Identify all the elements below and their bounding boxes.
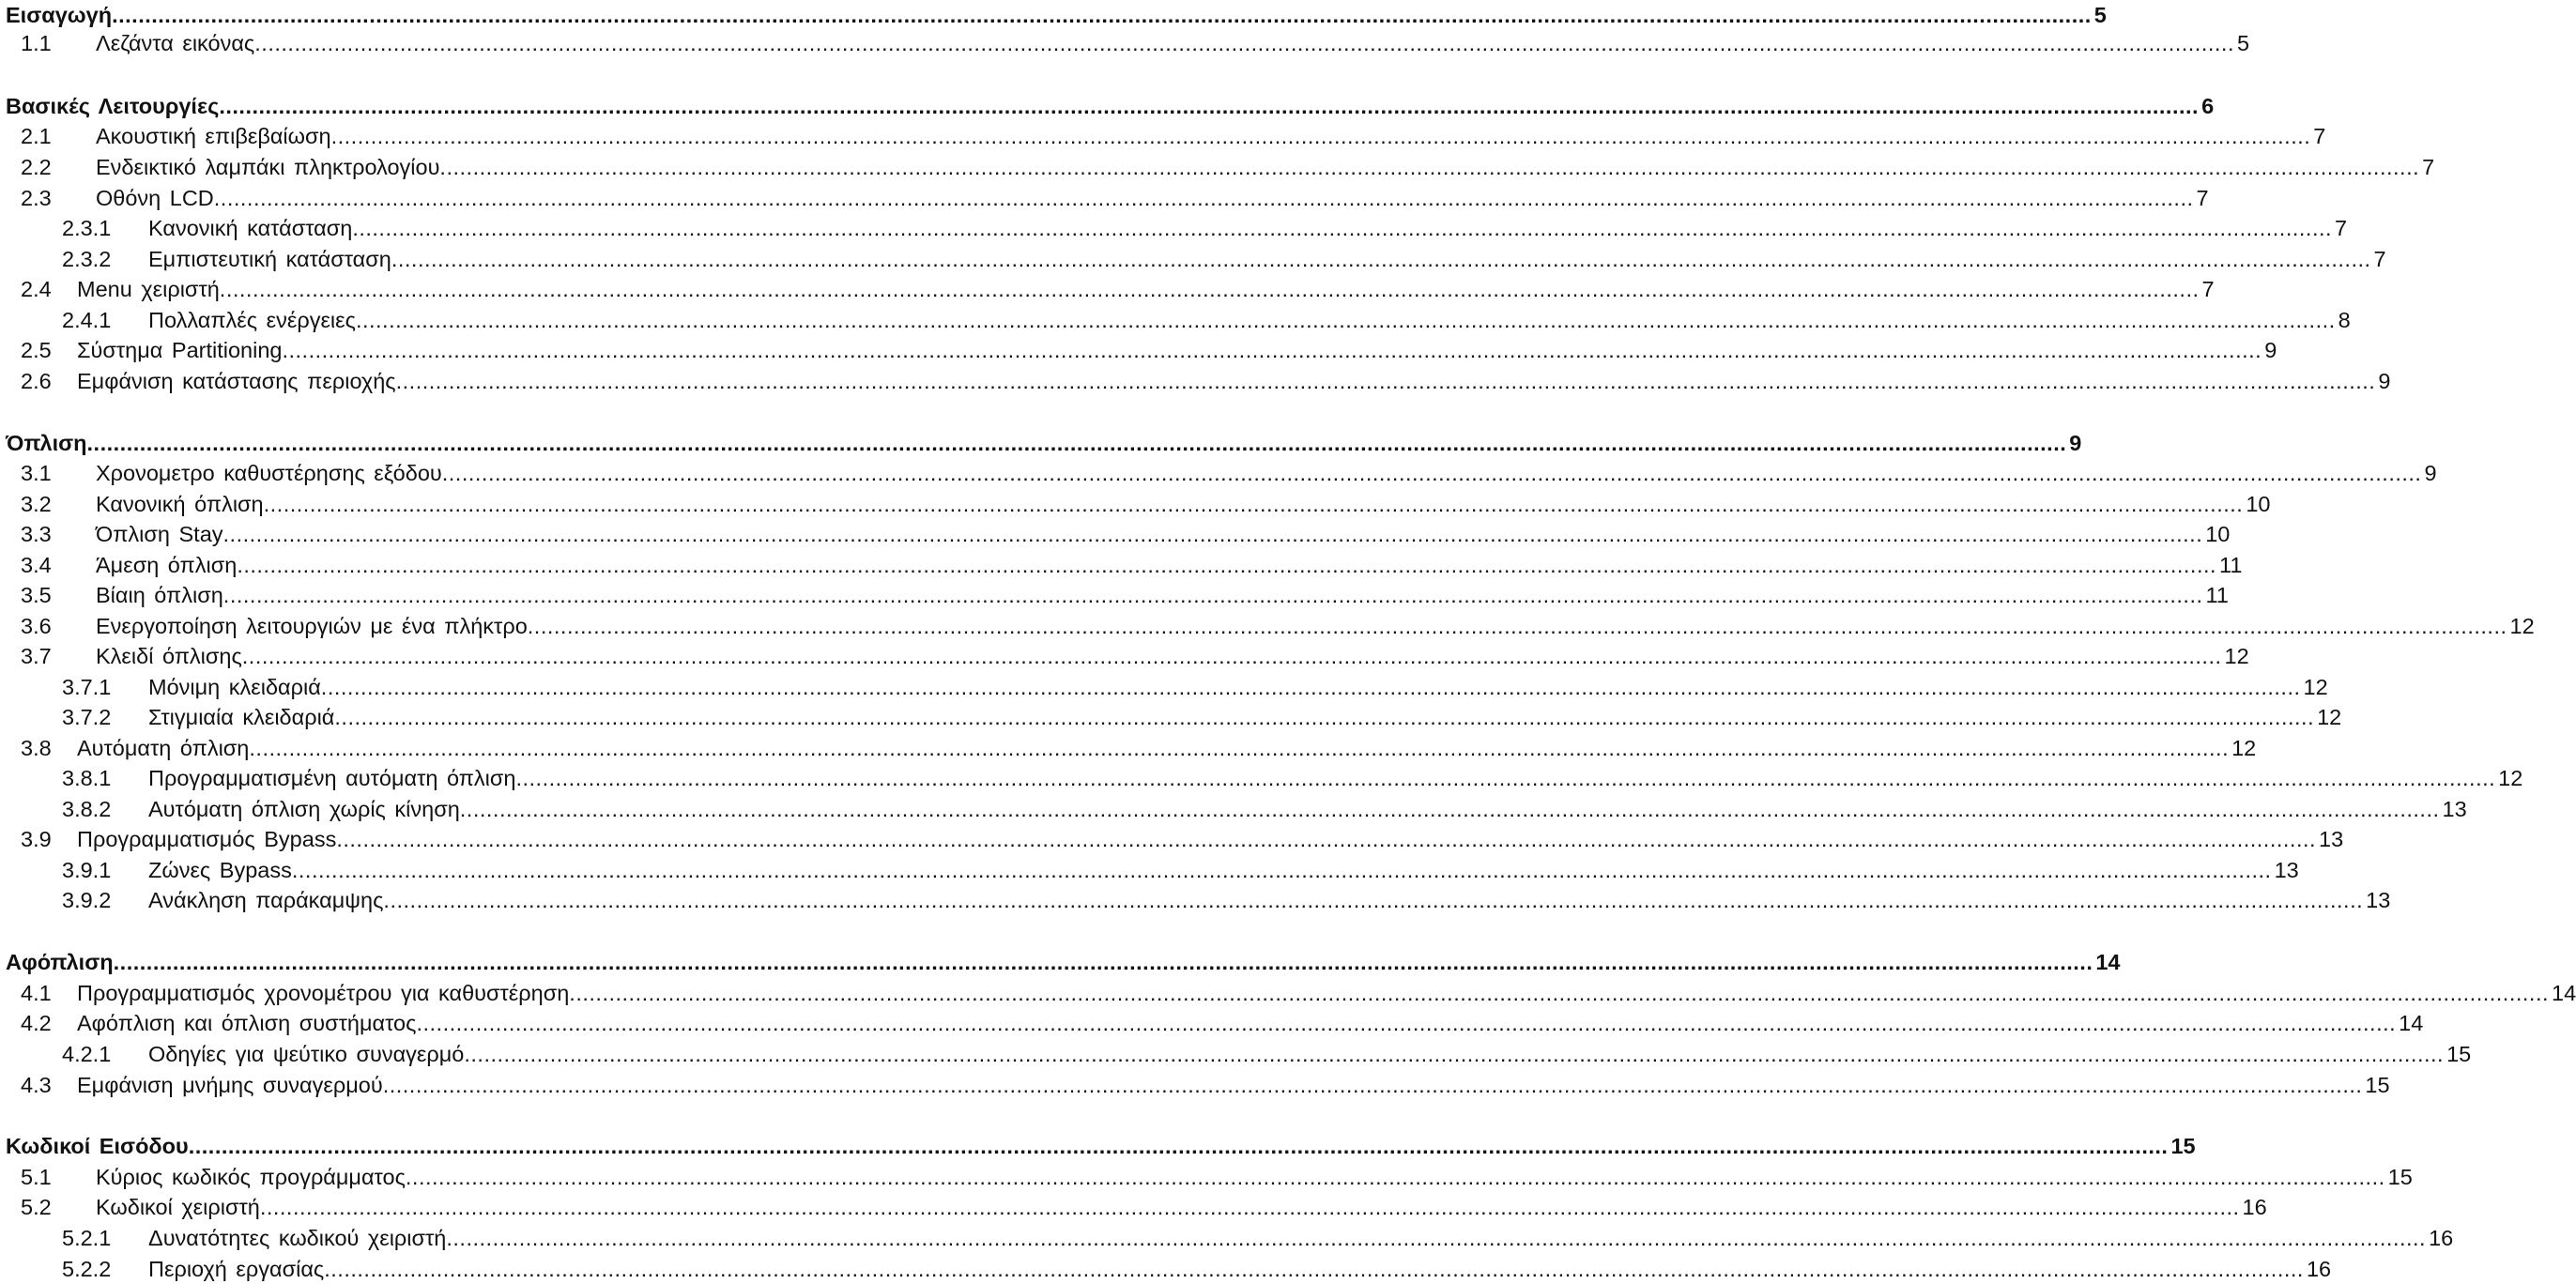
dot-leader: ............................................................................................................................................................................................................................................................................................................ bbox=[282, 338, 2262, 362]
dot-leader: ............................................................................................................................................................................................................................................................................................................ bbox=[188, 1134, 2169, 1158]
toc-page-number: 7 bbox=[2201, 277, 2215, 301]
dot-leader: ............................................................................................................................................................................................................................................................................................................ bbox=[291, 858, 2272, 882]
dot-leader: ............................................................................................................................................................................................................................................................................................................ bbox=[416, 1011, 2397, 1035]
toc-entry-title: Όπλιση Stay bbox=[96, 522, 223, 546]
toc-page-number: 16 bbox=[2242, 1195, 2267, 1219]
toc-entry-row[interactable] bbox=[0, 121, 2326, 151]
dot-leader: ............................................................................................................................................................................................................................................................................................................ bbox=[382, 1073, 2363, 1097]
toc-entry-row[interactable] bbox=[0, 366, 2391, 396]
toc-entry-number: 2.1 bbox=[21, 124, 52, 148]
toc-page-number: 15 bbox=[2365, 1073, 2390, 1097]
toc-entry-title: Ενεργοποίηση λειτουργιών με ένα πλήκτρο bbox=[96, 614, 528, 638]
toc-entry-row[interactable] bbox=[0, 1039, 2472, 1069]
toc-entry-number: 5.1 bbox=[21, 1165, 52, 1189]
toc-page-number: 13 bbox=[2366, 888, 2391, 912]
toc-entry-row[interactable] bbox=[0, 1008, 2424, 1038]
toc-entry-title: Αφόπλιση και όπλιση συστήματος bbox=[77, 1011, 417, 1035]
toc-entry-title: Σύστημα Partitioning bbox=[77, 338, 283, 362]
toc-entry-row[interactable] bbox=[0, 672, 2328, 702]
toc-page-number: 16 bbox=[2306, 1257, 2332, 1281]
toc-entry-title: Βίαιη όπλιση bbox=[96, 583, 223, 607]
dot-leader: ............................................................................................................................................................................................................................................................................................................ bbox=[336, 827, 2317, 851]
toc-chapter-title: Εισαγωγή bbox=[6, 3, 113, 27]
toc-entry-title: Ζώνες Bypass bbox=[148, 858, 292, 882]
dot-leader: ............................................................................................................................................................................................................................................................................................................ bbox=[441, 461, 2422, 485]
dot-leader: ............................................................................................................................................................................................................................................................................................................ bbox=[446, 1226, 2427, 1250]
toc-entry-number: 2.6 bbox=[21, 369, 52, 393]
dot-leader: ............................................................................................................................................................................................................................................................................................................ bbox=[355, 308, 2336, 332]
toc-chapter-title: Αφόπλιση bbox=[6, 950, 114, 974]
dot-leader: ............................................................................................................................................................................................................................................................................................................ bbox=[391, 247, 2371, 271]
toc-page-number: 11 bbox=[2205, 583, 2229, 607]
toc-entry-row[interactable] bbox=[0, 580, 2229, 610]
toc-chapter-title: Βασικές Λειτουργίες bbox=[6, 94, 220, 118]
toc-entry-title: Χρονομετρο καθυστέρησης εξόδου bbox=[96, 461, 442, 485]
toc-entry-title: Ενδεικτικό λαμπάκι πληκτρολογίου bbox=[96, 155, 440, 179]
toc-page-number: 10 bbox=[2205, 522, 2231, 546]
toc-chapter-row[interactable] bbox=[0, 428, 2082, 458]
toc-entry-number: 3.3 bbox=[21, 522, 52, 546]
toc-entry-title: Κλειδί όπλισης bbox=[96, 644, 242, 668]
toc-page-number: 9 bbox=[2378, 369, 2391, 393]
toc-entry-number: 2.3.1 bbox=[62, 216, 112, 240]
toc-entry-row[interactable] bbox=[0, 824, 2344, 854]
toc-entry-row[interactable] bbox=[0, 1070, 2390, 1100]
dot-leader: ............................................................................................................................................................................................................................................................................................................ bbox=[254, 31, 2234, 55]
toc-entry-title: Menu χειριστή bbox=[77, 277, 220, 301]
toc-entry-row[interactable] bbox=[0, 519, 2231, 549]
toc-entry-row[interactable] bbox=[0, 335, 2277, 365]
toc-entry-title: Οδηγίες για ψεύτικο συναγερμό bbox=[148, 1042, 465, 1066]
toc-entry-row[interactable] bbox=[0, 1162, 2413, 1192]
toc-entry-title: Εμπιστευτική κατάσταση bbox=[148, 247, 391, 271]
dot-leader: ............................................................................................................................................................................................................................................................................................................ bbox=[464, 1042, 2445, 1066]
dot-leader: ............................................................................................................................................................................................................................................................................................................ bbox=[222, 583, 2203, 607]
toc-chapter-title: Κωδικοί Εισόδου bbox=[6, 1134, 189, 1158]
toc-entry-row[interactable] bbox=[0, 550, 2243, 580]
toc-chapter-row[interactable] bbox=[0, 91, 2215, 121]
dot-leader: ............................................................................................................................................................................................................................................................................................................ bbox=[112, 3, 2092, 27]
dot-leader: ............................................................................................................................................................................................................................................................................................................ bbox=[113, 950, 2093, 974]
toc-entry-title: Περιοχή εργασίας bbox=[148, 1257, 325, 1281]
toc-entry-row[interactable] bbox=[0, 1192, 2267, 1222]
toc-page-number: 16 bbox=[2429, 1226, 2454, 1250]
toc-entry-row[interactable] bbox=[0, 978, 2576, 1008]
toc-page-number: 12 bbox=[2498, 766, 2523, 790]
toc-entry-number: 2.3.2 bbox=[62, 247, 112, 271]
dot-leader: ............................................................................................................................................................................................................................................................................................................ bbox=[352, 216, 2333, 240]
toc-page-number: 15 bbox=[2170, 1134, 2196, 1158]
toc-entry-row[interactable] bbox=[0, 305, 2351, 335]
toc-entry-number: 2.3 bbox=[21, 186, 52, 210]
toc-chapter-title: Όπλιση bbox=[6, 431, 87, 455]
toc-entry-row[interactable] bbox=[0, 885, 2391, 915]
dot-leader: ............................................................................................................................................................................................................................................................................................................ bbox=[569, 981, 2550, 1005]
toc-entry-row[interactable] bbox=[0, 244, 2386, 274]
toc-entry-title: Αυτόματη όπλιση bbox=[77, 736, 250, 760]
toc-entry-row[interactable] bbox=[0, 1223, 2454, 1253]
toc-entry-number: 3.9 bbox=[21, 827, 52, 851]
toc-entry-number: 3.9.2 bbox=[62, 888, 112, 912]
toc-entry-number: 4.1 bbox=[21, 981, 52, 1005]
toc-entry-number: 3.8.2 bbox=[62, 797, 112, 821]
toc-page-number: 7 bbox=[2313, 124, 2326, 148]
dot-leader: ............................................................................................................................................................................................................................................................................................................ bbox=[324, 1257, 2304, 1281]
toc-page-number: 13 bbox=[2442, 797, 2467, 821]
dot-leader: ............................................................................................................................................................................................................................................................................................................ bbox=[249, 736, 2230, 760]
toc-entry-title: Εμφάνιση κατάστασης περιοχής bbox=[77, 369, 396, 393]
dot-leader: ............................................................................................................................................................................................................................................................................................................ bbox=[320, 675, 2301, 699]
toc-page-number: 6 bbox=[2201, 94, 2215, 118]
dot-leader: ............................................................................................................................................................................................................................................................................................................ bbox=[219, 277, 2200, 301]
dot-leader: ............................................................................................................................................................................................................................................................................................................ bbox=[213, 186, 2194, 210]
toc-entry-number: 3.1 bbox=[21, 461, 52, 485]
toc-page-number: 14 bbox=[2552, 981, 2576, 1005]
toc-entry-number: 4.2 bbox=[21, 1011, 52, 1035]
toc-page-number: 5 bbox=[2093, 3, 2107, 27]
toc-page-number: 7 bbox=[2373, 247, 2386, 271]
toc-page-number: 12 bbox=[2509, 614, 2535, 638]
toc-entry-number: 3.2 bbox=[21, 492, 52, 516]
toc-entry-title: Ανάκληση παράκαμψης bbox=[148, 888, 384, 912]
toc-entry-number: 3.6 bbox=[21, 614, 52, 638]
toc-page-number: 15 bbox=[2387, 1165, 2413, 1189]
toc-entry-number: 3.7 bbox=[21, 644, 52, 668]
toc-page-number: 7 bbox=[2335, 216, 2348, 240]
toc-entry-title: Κύριος κωδικός προγράμματος bbox=[96, 1165, 406, 1189]
dot-leader: ............................................................................................................................................................................................................................................................................................................ bbox=[395, 369, 2376, 393]
toc-entry-row[interactable] bbox=[0, 641, 2249, 671]
dot-leader: ............................................................................................................................................................................................................................................................................................................ bbox=[334, 705, 2315, 729]
toc-entry-number: 3.4 bbox=[21, 553, 52, 577]
toc-entry-number: 1.1 bbox=[21, 31, 52, 55]
toc-chapter-row[interactable] bbox=[0, 1131, 2196, 1161]
toc-entry-title: Μόνιμη κλειδαριά bbox=[148, 675, 321, 699]
toc-page-number: 13 bbox=[2274, 858, 2299, 882]
dot-leader: ............................................................................................................................................................................................................................................................................................................ bbox=[237, 553, 2217, 577]
toc-entry-number: 4.3 bbox=[21, 1073, 52, 1097]
toc-entry-row[interactable] bbox=[0, 274, 2215, 304]
toc-entry-title: Αυτόματη όπλιση χωρίς κίνηση bbox=[148, 797, 460, 821]
toc-page-number: 15 bbox=[2446, 1042, 2472, 1066]
toc-entry-number: 2.4.1 bbox=[62, 308, 112, 332]
toc-entry-row[interactable] bbox=[0, 763, 2523, 793]
toc-entry-title: Κανονική κατάσταση bbox=[148, 216, 353, 240]
toc-entry-title: Πολλαπλές ενέργειες bbox=[148, 308, 356, 332]
toc-page-number: 5 bbox=[2236, 31, 2250, 55]
toc-page-number: 7 bbox=[2422, 155, 2435, 179]
toc-entry-number: 4.2.1 bbox=[62, 1042, 112, 1066]
dot-leader: ............................................................................................................................................................................................................................................................................................................ bbox=[241, 644, 2222, 668]
dot-leader: ............................................................................................................................................................................................................................................................................................................ bbox=[383, 888, 2364, 912]
toc-entry-row[interactable] bbox=[0, 489, 2271, 519]
toc-entry-number: 3.7.1 bbox=[62, 675, 112, 699]
toc-entry-row[interactable] bbox=[0, 183, 2209, 213]
toc-page-number: 9 bbox=[2264, 338, 2277, 362]
toc-page-number: 12 bbox=[2317, 705, 2342, 729]
toc-entry-row[interactable] bbox=[0, 152, 2435, 182]
toc-entry-title: Εμφάνιση μνήμης συναγερμού bbox=[77, 1073, 383, 1097]
toc-entry-number: 3.5 bbox=[21, 583, 52, 607]
toc-chapter-row[interactable] bbox=[0, 947, 2121, 977]
toc-entry-number: 2.4 bbox=[21, 277, 52, 301]
dot-leader: ............................................................................................................................................................................................................................................................................................................ bbox=[405, 1165, 2385, 1189]
toc-entry-number: 3.8.1 bbox=[62, 766, 112, 790]
toc-entry-title: Προγραμματισμός Bypass bbox=[77, 827, 337, 851]
toc-entry-number: 3.8 bbox=[21, 736, 52, 760]
toc-entry-number: 2.2 bbox=[21, 155, 52, 179]
toc-entry-number: 5.2.2 bbox=[62, 1257, 112, 1281]
toc-entry-row[interactable] bbox=[0, 733, 2257, 763]
toc-page-number: 9 bbox=[2424, 461, 2437, 485]
toc-page-number: 10 bbox=[2246, 492, 2271, 516]
dot-leader: ............................................................................................................................................................................................................................................................................................................ bbox=[219, 94, 2200, 118]
toc-entry-number: 2.5 bbox=[21, 338, 52, 362]
toc-page-number: 9 bbox=[2069, 431, 2082, 455]
toc-entry-number: 5.2.1 bbox=[62, 1226, 112, 1250]
toc-chapter-row[interactable] bbox=[0, 0, 2107, 30]
toc-entry-title: Προγραμματισμένη αυτόματη όπλιση bbox=[148, 766, 516, 790]
toc-page-number: 14 bbox=[2399, 1011, 2424, 1035]
toc-entry-title: Προγραμματισμός χρονομέτρου για καθυστέρηση bbox=[77, 981, 570, 1005]
toc-page-number: 11 bbox=[2219, 553, 2243, 577]
dot-leader: ............................................................................................................................................................................................................................................................................................................ bbox=[263, 492, 2244, 516]
toc-entry-title: Στιγμιαία κλειδαριά bbox=[148, 705, 335, 729]
toc-entry-title: Ακουστική επιβεβαίωση bbox=[96, 124, 331, 148]
toc-entry-title: Κωδικοί χειριστή bbox=[96, 1195, 260, 1219]
toc-entry-title: Δυνατότητες κωδικού χειριστή bbox=[148, 1226, 447, 1250]
toc-page-number: 12 bbox=[2303, 675, 2328, 699]
toc-entry-number: 3.9.1 bbox=[62, 858, 112, 882]
toc-entry-row[interactable] bbox=[0, 28, 2250, 58]
toc-page-number: 8 bbox=[2338, 308, 2351, 332]
toc-entry-title: Άμεση όπλιση bbox=[96, 553, 238, 577]
toc-entry-row[interactable] bbox=[0, 213, 2348, 243]
dot-leader: ............................................................................................................................................................................................................................................................................................................ bbox=[439, 155, 2420, 179]
toc-entry-row[interactable] bbox=[0, 458, 2437, 488]
dot-leader: ............................................................................................................................................................................................................................................................................................................ bbox=[259, 1195, 2240, 1219]
toc-entry-title: Οθόνη LCD bbox=[96, 186, 214, 210]
toc-page-number: 12 bbox=[2224, 644, 2249, 668]
toc-entry-title: Λεζάντα εικόνας bbox=[96, 31, 255, 55]
toc-entry-row[interactable] bbox=[0, 611, 2535, 641]
toc-entry-number: 3.7.2 bbox=[62, 705, 112, 729]
toc-entry-row[interactable] bbox=[0, 702, 2342, 732]
toc-entry-title: Κανονική όπλιση bbox=[96, 492, 264, 516]
dot-leader: ............................................................................................................................................................................................................................................................................................................ bbox=[330, 124, 2311, 148]
toc-page-number: 13 bbox=[2319, 827, 2344, 851]
dot-leader: ............................................................................................................................................................................................................................................................................................................ bbox=[222, 522, 2203, 546]
dot-leader: ............................................................................................................................................................................................................................................................................................................ bbox=[459, 797, 2440, 821]
toc-entry-number: 5.2 bbox=[21, 1195, 52, 1219]
toc-page-number: 12 bbox=[2231, 736, 2257, 760]
toc-entry-row[interactable] bbox=[0, 1254, 2332, 1284]
toc-entry-row[interactable] bbox=[0, 794, 2467, 824]
dot-leader: ............................................................................................................................................................................................................................................................................................................ bbox=[527, 614, 2507, 638]
dot-leader: ............................................................................................................................................................................................................................................................................................................ bbox=[515, 766, 2496, 790]
toc-page-number: 14 bbox=[2095, 950, 2121, 974]
toc-entry-row[interactable] bbox=[0, 855, 2299, 885]
toc-page-number: 7 bbox=[2196, 186, 2209, 210]
dot-leader: ............................................................................................................................................................................................................................................................................................................ bbox=[86, 431, 2067, 455]
